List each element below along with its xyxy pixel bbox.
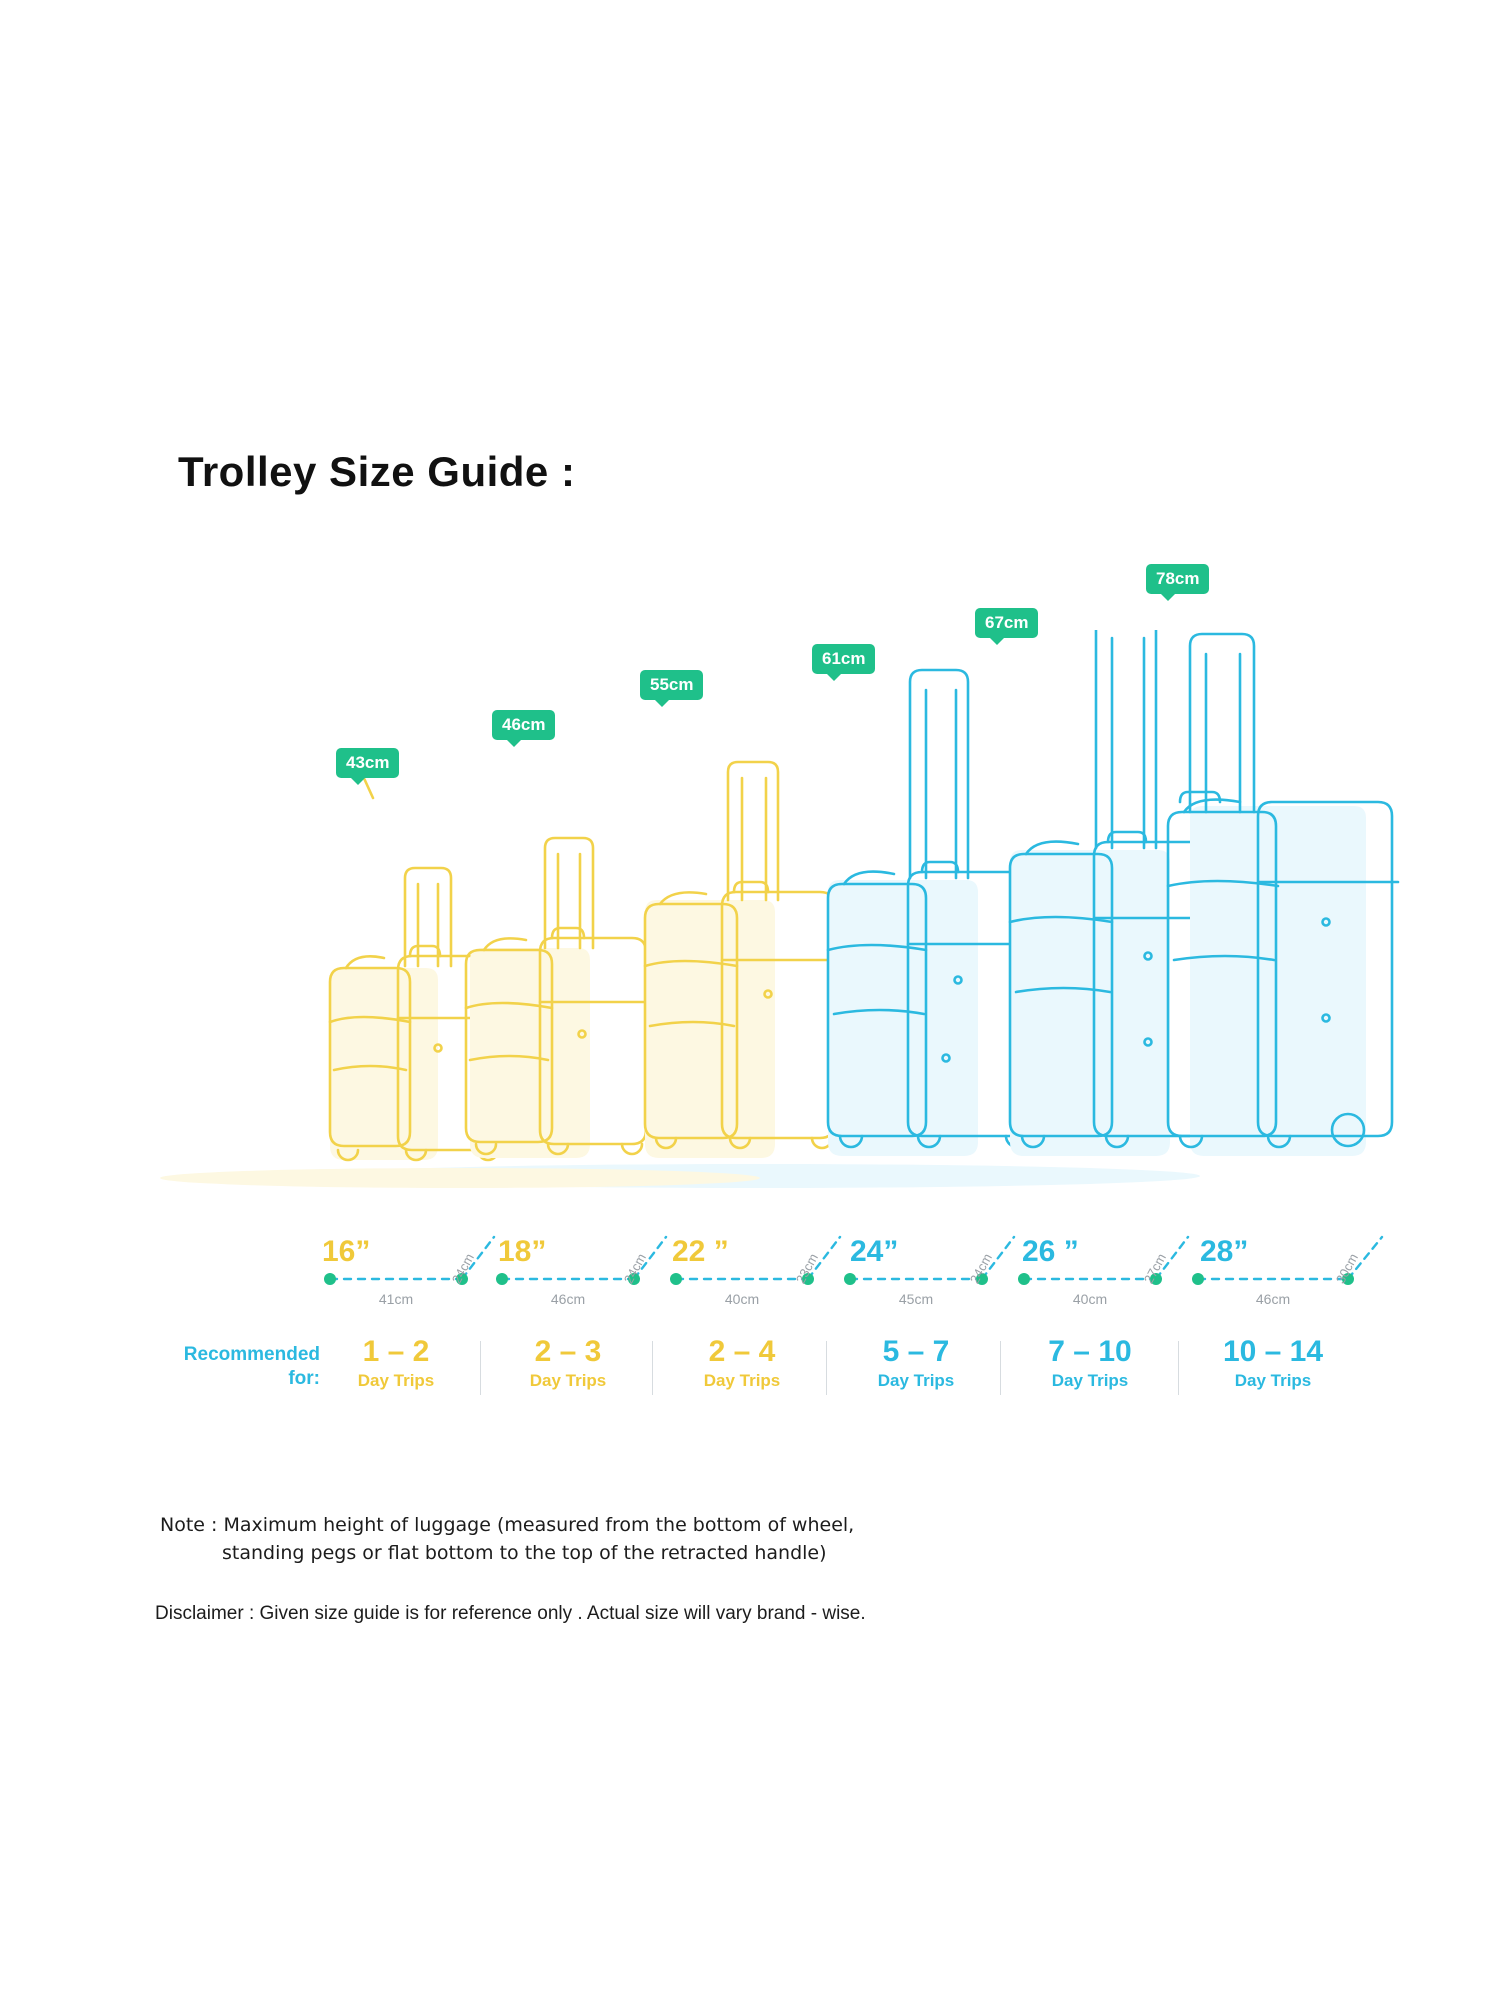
recommended-unit-22: Day Trips	[703, 1370, 781, 1390]
suitcase-18	[466, 838, 646, 1158]
luggage-diagram	[0, 569, 1500, 1190]
size-label-18: 18”	[498, 1235, 547, 1268]
recommended-cell-18	[493, 1335, 643, 1392]
callout-height-16: 43cm	[336, 748, 399, 778]
dimension-lines	[0, 1215, 1500, 1335]
recommended-days-16: 1 – 2	[362, 1335, 430, 1368]
suitcase-24	[828, 670, 1032, 1156]
recommended-divider-2	[652, 1341, 653, 1395]
depth-label-22: 23cm	[792, 1250, 821, 1286]
size-row	[0, 1215, 1500, 1335]
size-label-26: 26 ”	[1022, 1235, 1079, 1268]
recommended-unit-16: Day Trips	[357, 1370, 435, 1390]
size-label-28: 28”	[1200, 1235, 1249, 1268]
page-title: Trolley Size Guide :	[178, 448, 576, 495]
depth-label-28: 30cm	[1332, 1250, 1361, 1286]
recommended-divider-5	[1178, 1341, 1179, 1395]
size-label-24: 24”	[850, 1235, 899, 1268]
width-label-18: 46cm	[550, 1291, 586, 1307]
width-label-16: 41cm	[378, 1291, 414, 1307]
size-label-22: 22 ”	[672, 1235, 729, 1268]
recommended-divider-1	[480, 1341, 481, 1395]
width-label-22: 40cm	[724, 1291, 760, 1307]
width-label-28: 46cm	[1255, 1291, 1291, 1307]
note-line1: Maximum height of luggage (measured from the bottom of wheel,	[223, 1514, 855, 1536]
note-line2: standing pegs or flat bottom to the top of the retracted handle)	[222, 1541, 827, 1564]
depth-label-18: 24cm	[620, 1250, 649, 1286]
recommended-days-22: 2 – 4	[708, 1335, 776, 1368]
recommended-label	[140, 1343, 320, 1391]
size-label-16: 16”	[322, 1235, 371, 1268]
recommended-divider-3	[826, 1341, 827, 1395]
recommended-unit-18: Day Trips	[529, 1370, 607, 1390]
luggage-illustration	[0, 630, 1500, 1190]
recommended-unit-28: Day Trips	[1234, 1370, 1312, 1390]
width-label-24: 45cm	[898, 1291, 934, 1307]
note-block	[160, 1512, 854, 1567]
note-label: Note :	[160, 1514, 218, 1536]
callout-height-22: 55cm	[640, 670, 703, 700]
recommended-unit-26: Day Trips	[1051, 1370, 1129, 1390]
recommended-days-26: 7 – 10	[1048, 1335, 1132, 1368]
recommended-cell-16	[321, 1335, 471, 1392]
depth-label-26: 27cm	[1140, 1250, 1169, 1286]
recommended-label-line1: Recommended	[183, 1344, 320, 1365]
suitcase-22	[645, 762, 836, 1158]
recommended-cell-24	[841, 1335, 991, 1392]
recommended-cell-26	[1015, 1335, 1165, 1392]
depth-label-16: 24cm	[448, 1250, 477, 1286]
depth-label-24: 24cm	[966, 1250, 995, 1286]
recommended-days-24: 5 – 7	[882, 1335, 950, 1368]
recommended-days-18: 2 – 3	[534, 1335, 602, 1368]
recommended-row	[0, 1335, 1500, 1425]
recommended-label-line2: for:	[288, 1367, 320, 1389]
recommended-days-28: 10 – 14	[1222, 1335, 1324, 1368]
recommended-unit-24: Day Trips	[877, 1370, 955, 1390]
callout-height-18: 46cm	[492, 710, 555, 740]
callout-height-24: 61cm	[812, 644, 875, 674]
recommended-cell-28	[1198, 1335, 1348, 1392]
width-label-26: 40cm	[1072, 1291, 1108, 1307]
callout-height-26: 67cm	[975, 608, 1038, 638]
recommended-divider-4	[1000, 1341, 1001, 1395]
callout-height-28: 78cm	[1146, 564, 1209, 594]
suitcase-28	[1168, 634, 1398, 1156]
recommended-cell-22	[667, 1335, 817, 1392]
disclaimer-text: Disclaimer : Given size guide is for reference only . Actual size will vary brand - wise.	[155, 1603, 866, 1624]
